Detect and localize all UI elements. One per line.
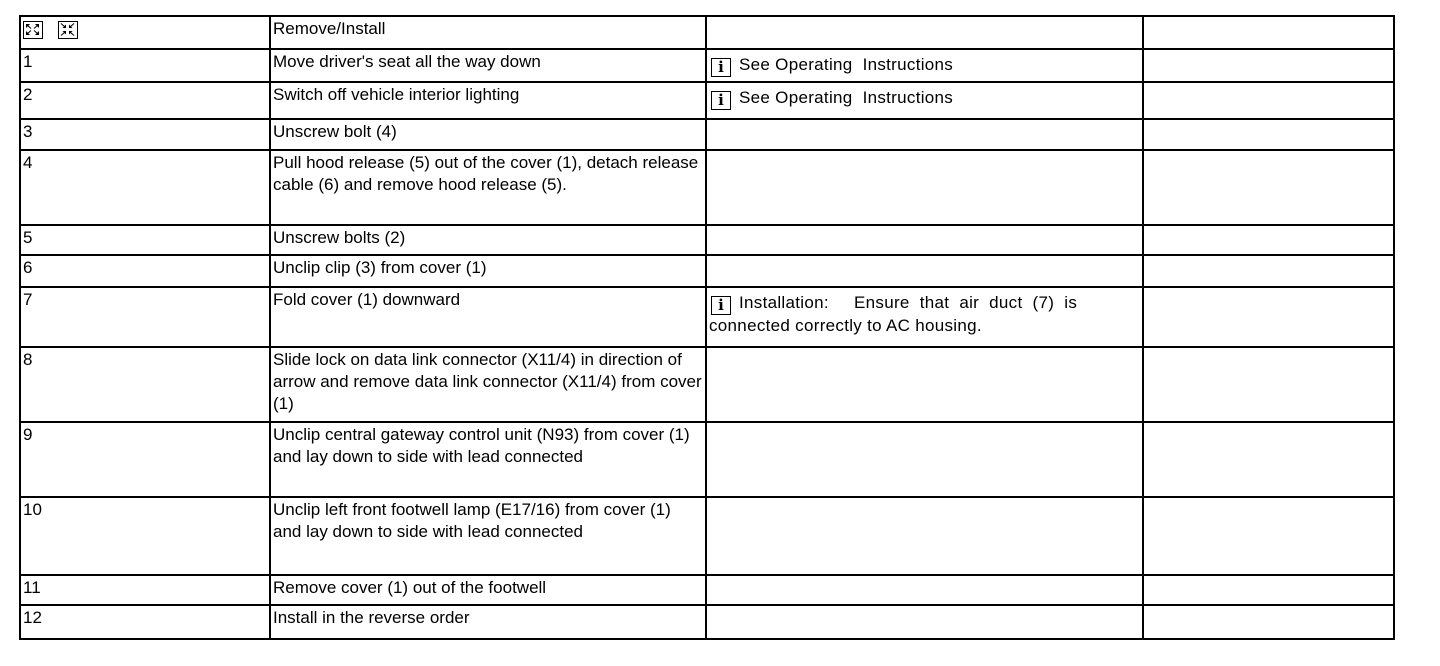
info-icon: i: [711, 58, 731, 77]
step-instruction: Move driver's seat all the way down: [270, 49, 706, 82]
step-number: 6: [20, 255, 270, 287]
step-number: 8: [20, 347, 270, 422]
step-row: [20, 255, 1394, 287]
step-note-cell: [706, 575, 1143, 605]
step-extra-cell: [1143, 49, 1394, 82]
step-row: [20, 347, 1394, 422]
header-extra-cell: [1143, 16, 1394, 49]
step-row: [20, 287, 1394, 347]
step-instruction: Unclip central gateway control unit (N93) from cover (1) and lay down to side with lead connected: [270, 422, 706, 497]
step-extra-cell: [1143, 287, 1394, 347]
step-number: 1: [20, 49, 270, 82]
step-extra-cell: [1143, 255, 1394, 287]
step-note: See Operating Instructions: [739, 55, 954, 74]
step-number: 3: [20, 119, 270, 150]
procedure-table: [19, 15, 1395, 640]
step-extra-cell: [1143, 119, 1394, 150]
step-instruction: Unscrew bolt (4): [270, 119, 706, 150]
step-instruction: Switch off vehicle interior lighting: [270, 82, 706, 119]
step-note-cell: [706, 287, 1143, 347]
step-note-cell: [706, 49, 1143, 82]
step-instruction: Install in the reverse order: [270, 605, 706, 639]
step-number: 2: [20, 82, 270, 119]
step-instruction: Unscrew bolts (2): [270, 225, 706, 255]
header-title: Remove/Install: [270, 16, 706, 49]
step-note-cell: [706, 225, 1143, 255]
step-number: 4: [20, 150, 270, 225]
step-note: Installation: Ensure that air duct (7) is connected correctly to AC housing.: [709, 293, 1083, 335]
step-extra-cell: [1143, 150, 1394, 225]
header-row: [20, 16, 1394, 49]
step-note: See Operating Instructions: [739, 88, 954, 107]
step-row: [20, 119, 1394, 150]
step-row: [20, 422, 1394, 497]
step-row: [20, 225, 1394, 255]
step-number: 7: [20, 287, 270, 347]
info-icon: i: [711, 296, 731, 315]
info-icon: i: [711, 91, 731, 110]
step-note-cell: [706, 82, 1143, 119]
step-instruction: Slide lock on data link connector (X11/4) in direction of arrow and remove data link connector (X11/4) from cover (1): [270, 347, 706, 422]
step-extra-cell: [1143, 605, 1394, 639]
step-row: [20, 49, 1394, 82]
step-instruction: Pull hood release (5) out of the cover (1), detach release cable (6) and remove hood release (5).: [270, 150, 706, 225]
header-note-cell: [706, 16, 1143, 49]
step-number: 5: [20, 225, 270, 255]
step-row: [20, 575, 1394, 605]
step-extra-cell: [1143, 575, 1394, 605]
step-number: 9: [20, 422, 270, 497]
step-number: 10: [20, 497, 270, 575]
collapse-icon[interactable]: [58, 21, 78, 39]
step-note-cell: [706, 119, 1143, 150]
step-row: [20, 605, 1394, 639]
step-number: 12: [20, 605, 270, 639]
steps-body: [20, 49, 1394, 639]
step-note-cell: [706, 255, 1143, 287]
step-extra-cell: [1143, 225, 1394, 255]
step-number: 11: [20, 575, 270, 605]
step-note-cell: [706, 422, 1143, 497]
step-instruction: Fold cover (1) downward: [270, 287, 706, 347]
step-instruction: Unclip clip (3) from cover (1): [270, 255, 706, 287]
step-note-cell: [706, 150, 1143, 225]
step-note-cell: [706, 605, 1143, 639]
step-row: [20, 82, 1394, 119]
step-extra-cell: [1143, 497, 1394, 575]
step-note-cell: [706, 347, 1143, 422]
step-note-cell: [706, 497, 1143, 575]
step-row: [20, 150, 1394, 225]
step-instruction: Unclip left front footwell lamp (E17/16) from cover (1) and lay down to side with lead connected: [270, 497, 706, 575]
header-icons-cell: [20, 16, 270, 49]
step-extra-cell: [1143, 82, 1394, 119]
step-row: [20, 497, 1394, 575]
step-extra-cell: [1143, 347, 1394, 422]
step-instruction: Remove cover (1) out of the footwell: [270, 575, 706, 605]
step-extra-cell: [1143, 422, 1394, 497]
expand-icon[interactable]: [23, 21, 43, 39]
